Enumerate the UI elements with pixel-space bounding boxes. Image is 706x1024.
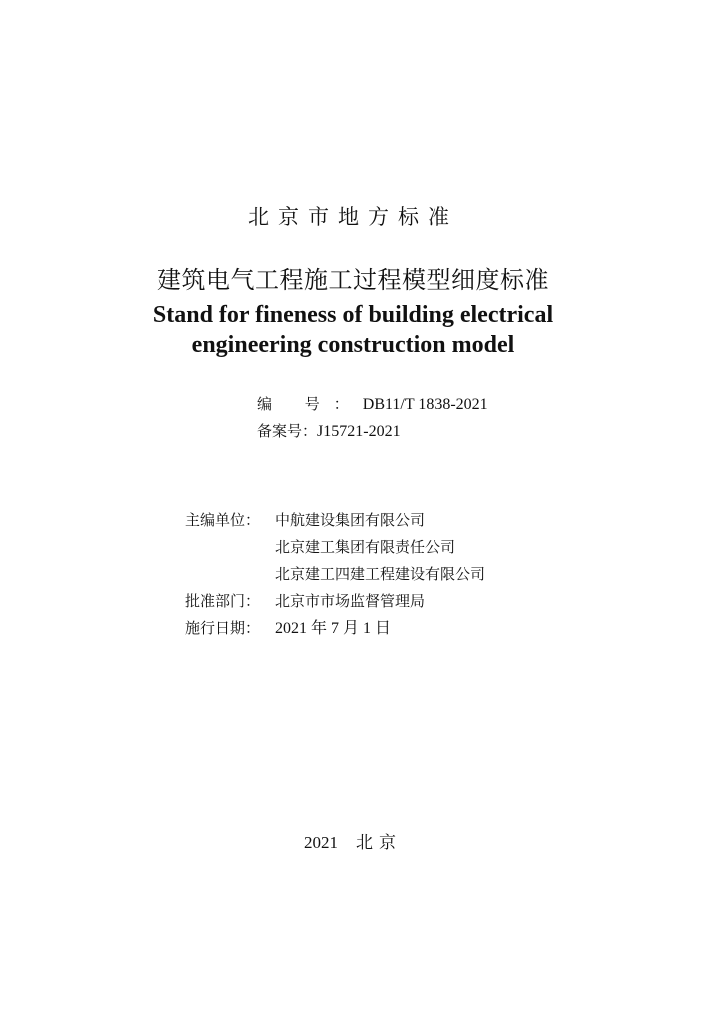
publication-footer <box>0 829 706 857</box>
issuing-information <box>185 507 485 642</box>
approval-department-label: 批准部门： <box>185 592 261 610</box>
chief-editor-3: 北京建工四建工程建设有限公司 <box>275 565 486 583</box>
chief-editor-2: 北京建工集团有限责任公司 <box>275 538 456 556</box>
publication-year: 2021 <box>304 833 338 852</box>
effective-date-row <box>185 615 485 642</box>
document-title-chinese: 建筑电气工程施工过程模型细度标准 <box>157 266 549 294</box>
english-title-line-2: engineering construction model <box>191 332 515 358</box>
approval-department-row <box>185 588 485 615</box>
document-title-english <box>0 300 706 360</box>
standard-series-title: 北京市地方标准 <box>248 205 458 229</box>
chief-editor-row <box>185 507 485 534</box>
effective-date-value: 2021 年 7 月 1 日 <box>275 620 392 637</box>
standard-identifiers <box>257 391 488 445</box>
chief-editor-label: 主编单位： <box>185 511 261 529</box>
standard-code-label: 编 号： <box>257 395 363 413</box>
record-number-value: J15721-2021 <box>317 423 401 440</box>
chief-editor-row <box>185 561 485 588</box>
record-number-row <box>257 418 488 445</box>
record-number-label: 备案号： <box>257 422 318 440</box>
english-title-line-1: Stand for fineness of building electrical <box>152 302 554 328</box>
chief-editor-1: 中航建设集团有限公司 <box>275 511 426 529</box>
chief-editor-row <box>185 534 485 561</box>
standard-code-value: DB11/T 1838-2021 <box>362 396 488 413</box>
approval-department-value: 北京市市场监督管理局 <box>275 592 426 610</box>
publication-city: 北京 <box>356 833 402 853</box>
effective-date-label: 施行日期： <box>185 619 261 637</box>
standard-code-row <box>257 391 488 418</box>
